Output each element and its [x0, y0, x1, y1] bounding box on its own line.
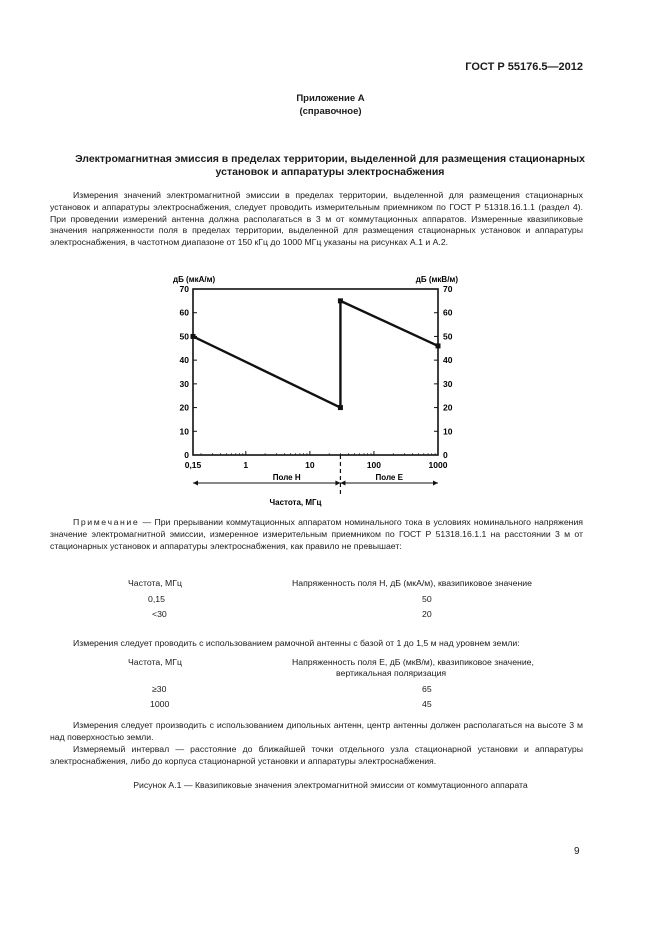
- x-tick-label: 0,15: [184, 460, 202, 470]
- interval-text: Измеряемый интервал — расстояние до ближайшей точки отдельного узла стационарной установки и аппаратуры электроснабжения, либо до корпуса стационарной установки и аппаратуры электроснабжения.: [50, 744, 583, 766]
- band-e-arrow-right: [433, 481, 438, 486]
- band-label-e: Поле Е: [375, 473, 403, 482]
- table-h-row1-value: 50: [422, 594, 432, 604]
- table-e-row1-freq: ≥30: [152, 684, 167, 694]
- note-text: — При прерывании коммутационных аппаратом номинального тока в условиях номинального напряжения значение электромагнитной эмиссии, измеренное измерительным приемником по ГОСТ Р 51318.16.1.1 на расстоянии 3 м от стационарных установок и аппаратуры электроснабжения, как правило не превышает:: [50, 517, 583, 551]
- page-number: 9: [574, 846, 580, 857]
- chart-plot-area: [173, 275, 458, 507]
- series-line-1: [193, 336, 340, 407]
- band-h-arrow-left: [193, 481, 198, 486]
- band-label-h: Поле Н: [272, 473, 301, 482]
- note-label: Примечание: [73, 517, 140, 527]
- y-tick-label-left: 10: [179, 426, 189, 437]
- plot-frame: [193, 289, 438, 455]
- x-tick-label: 1: [243, 460, 249, 470]
- x-axis-title: Частота, МГц: [269, 498, 322, 507]
- y-tick-label-left: 20: [179, 402, 189, 413]
- table-e-col2-header-line2: вертикальная поляризация: [336, 668, 447, 678]
- y-tick-label-right: 30: [443, 378, 453, 389]
- y-tick-label-left: 50: [179, 331, 189, 342]
- y-tick-label-right: 10: [443, 426, 453, 437]
- table-h-row1-freq: 0,15: [148, 594, 165, 604]
- table-h-row2-value: 20: [422, 609, 432, 619]
- y-tick-label-left: 40: [179, 355, 189, 366]
- figure-caption: Рисунок А.1 — Квазипиковые значения электромагнитной эмиссии от коммутационного аппарата: [133, 780, 528, 790]
- loop-antenna-text: Измерения следует проводить с использованием рамочной антенны с базой от 1 до 1,5 м над уровнем земли:: [73, 638, 520, 648]
- appendix-title: Приложение А: [296, 93, 365, 104]
- y-tick-label-right: 40: [443, 355, 453, 366]
- table-e-col2-header-line1: Напряженность поля Е, дБ (мкВ/м), квазипиковое значение,: [292, 657, 534, 667]
- series-line-2: [340, 301, 438, 346]
- table-h-row2-freq: <30: [152, 609, 167, 619]
- data-point: [191, 334, 196, 339]
- data-point: [436, 343, 441, 348]
- appendix-subtitle: (справочное): [299, 106, 362, 117]
- x-tick-label: 100: [366, 460, 382, 470]
- intro-paragraph: Измерения значений электромагнитной эмиссии в пределах территории, выделенной для размещения стационарных установок и аппаратуры электроснабжения, следует проводить измерительным приемником по ГОСТ Р 51318.16.1.1 (раздел 4). При проведении измерений антенна должна располагаться в 3 м от коммутационных аппаратов. Измеренные квазипиковые значения напряженности поля в пределах территории, выделенной для размещения стационарных установок и аппаратуры электроснабжения, в частотном диапазоне от 150 кГц до 1000 МГц указаны на рисунках А.1 и А.2.: [50, 190, 583, 248]
- x-tick-label: 1000: [428, 460, 448, 470]
- y-axis-title-left: дБ (мкА/м): [173, 275, 216, 284]
- y-axis-title-right: дБ (мкВ/м): [415, 275, 458, 284]
- y-tick-label-right: 60: [443, 307, 453, 318]
- section-title: Электромагнитная эмиссия в пределах территории, выделенной для размещения стационарных установок и аппаратуры электроснабжения: [75, 153, 585, 178]
- y-tick-label-right: 70: [443, 284, 453, 294]
- table-h-col1-header: Частота, МГц: [128, 578, 182, 588]
- table-h-col2-header: Напряженность поля Н, дБ (мкА/м), квазипиковое значение: [292, 578, 532, 588]
- table-e-row2-freq: 1000: [150, 699, 170, 709]
- document-code: ГОСТ Р 55176.5—2012: [465, 61, 583, 73]
- table-e-col1-header: Частота, МГц: [128, 657, 182, 667]
- y-tick-label-right: 0: [443, 450, 448, 460]
- x-tick-label: 10: [305, 460, 315, 470]
- table-e-row1-value: 65: [422, 684, 432, 694]
- table-e-row2-value: 45: [422, 699, 432, 709]
- dipole-text: Измерения следует производить с использованием дипольных антенн, центр антенны должен располагаться на высоте 3 м над поверхностью земли.: [50, 720, 583, 742]
- band-h-arrow-right: [335, 481, 340, 486]
- y-tick-label-left: 60: [179, 307, 189, 318]
- emission-chart: [160, 268, 470, 513]
- appendix-heading: [0, 92, 661, 118]
- y-tick-label-left: 0: [184, 450, 189, 460]
- y-tick-label-right: 20: [443, 402, 453, 413]
- note-paragraph: [50, 517, 583, 552]
- band-e-arrow-left: [340, 481, 345, 486]
- y-tick-label-right: 50: [443, 331, 453, 342]
- y-tick-label-left: 70: [179, 284, 189, 294]
- y-tick-label-left: 30: [179, 378, 189, 389]
